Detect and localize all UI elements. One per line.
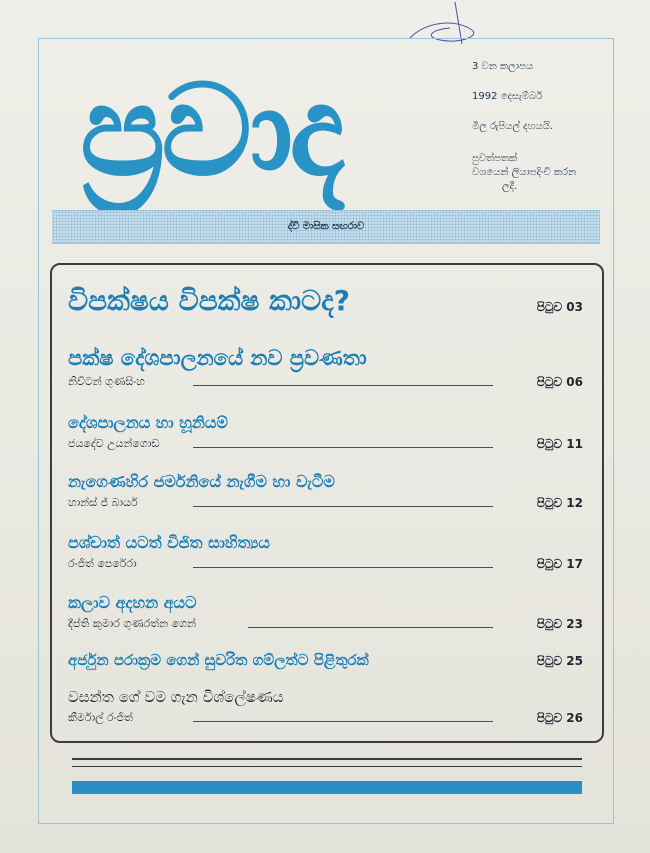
entry-title: කලාව අදහන අයට [68, 593, 197, 612]
footer-rule [72, 758, 582, 760]
entry-title: නැගෙණහිර ජර්මනියේ නැගීම හා වැටීම [68, 472, 335, 491]
issue-date: 1992 දෙසැම්බර් [472, 91, 543, 102]
entry-page: පිටුව 26 [536, 710, 583, 725]
dotted-leader [193, 447, 493, 448]
contents-entry [68, 473, 583, 512]
entry-page: පිටුව 03 [536, 300, 583, 314]
entry-author: හාන්ස් ජ් බායර් [68, 495, 138, 509]
masthead-title: ප්‍රවාද [80, 57, 342, 204]
entry-page: පිටුව 06 [536, 375, 583, 390]
dotted-leader [193, 385, 493, 386]
entry-author: රංජිත් පෙරේරා [68, 556, 137, 570]
dotted-leader [193, 567, 493, 568]
registration-line: වශයෙන් ලියාපදිංචි කරන [472, 167, 577, 178]
dotted-leader [193, 721, 493, 722]
dotted-leader [193, 506, 493, 507]
entry-title: විපක්ෂය විපක්ෂ කාටද? [68, 284, 350, 317]
footer-rule [72, 766, 582, 767]
entry-author: නිව්ටන් ගුණසිංහ [68, 375, 145, 389]
footer-color-bar [72, 781, 582, 794]
entry-page: පිටුව 11 [536, 436, 583, 451]
contents-entry [68, 594, 583, 633]
issue-price: මිල රුපියල් දහයයි. [472, 121, 553, 132]
contents-entry [68, 284, 583, 317]
entry-title: දේශපාලනය හා හූනියම් [68, 413, 228, 432]
entry-author: කීර්මාල් රංජිත් [68, 710, 133, 724]
entry-page: පිටුව 25 [536, 654, 583, 668]
entry-title: පශ්චාත් යටත් විජිත සාහිත්‍යය [68, 533, 270, 552]
contents-entry [68, 534, 583, 573]
dotted-leader [248, 627, 493, 628]
contents-entry [68, 689, 583, 727]
entry-title: වසන්ත ගේ වම ගැන විශ්ලේෂණය [68, 688, 284, 706]
entry-page: පිටුව 23 [536, 616, 583, 631]
registration-line: ලදී. [502, 181, 518, 192]
issue-info [472, 60, 607, 194]
subtitle-band [52, 210, 600, 244]
contents-entry [68, 414, 583, 453]
registration-line: පුවත්පතක් [472, 153, 518, 164]
entry-author: දීප්ති කුමාර ගුණරත්න ගෙන් [68, 616, 196, 630]
entry-page: පිටුව 12 [536, 495, 583, 510]
entry-title: අර්ජුන පරාක්‍රම ගෙන් සුවරිත ගම්ලත්ට පිළිතුරක් [68, 651, 369, 669]
entry-title: පක්ෂ දේශපාලනයේ නව ප්‍රවණතා [68, 346, 367, 370]
entry-page: පිටුව 17 [536, 556, 583, 571]
subtitle-label: ද්වි මාසික සඟරාව [287, 221, 365, 232]
issue-volume: 3 වන කලාපය [472, 61, 534, 72]
contents-entry [68, 650, 583, 676]
entry-author: ජයදේව උයන්ගොඩ [68, 436, 160, 450]
contents-entry [68, 347, 583, 391]
